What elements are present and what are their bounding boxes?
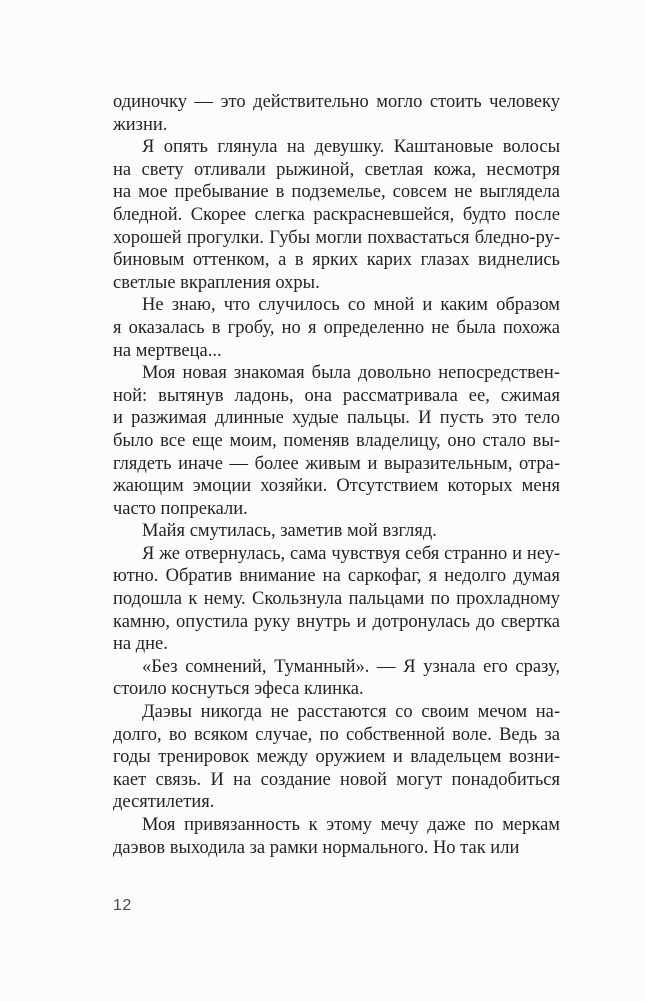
text-line: биновым оттенком, а в ярких карих глазах виднелись (113, 250, 560, 271)
text-line: годы тренировок между оружием и владельцем возни- (113, 747, 560, 768)
text-line: на мертвеца... (113, 340, 222, 361)
text-line: часто попрекали. (113, 498, 248, 519)
text-line: на мое пребывание в подземелье, совсем не выглядела (113, 182, 560, 203)
text-line: Я же отвернулась, сама чувствуя себя странно и неу- (142, 543, 560, 564)
text-line: даэвов выходила за рамки нормального. Но так или (113, 837, 520, 858)
text-line: ной: вытянув ладонь, она рассматривала ее, сжимая (113, 385, 560, 406)
paragraph (113, 294, 560, 362)
paragraph (113, 543, 560, 656)
text-line: десятилетия. (113, 792, 215, 813)
text-line: стоило коснуться эфеса клинка. (113, 679, 364, 700)
text-line: Майя смутилась, заметив мой взгляд. (142, 521, 437, 542)
text-line: одиночку — это действительно могло стоить человеку (113, 92, 560, 112)
text-line: было все еще моим, поменяв владелицу, оно стало вы- (113, 430, 560, 451)
page-number: 12 (113, 897, 132, 914)
paragraph (113, 814, 560, 859)
text-line: хорошей прогулки. Губы могли похвастаться бледно-ру- (113, 227, 560, 248)
text-line: камню, опустила руку внутрь и дотронулась до свертка (113, 611, 560, 632)
text-line: Не знаю, что случилось со мной и каким образом (142, 295, 560, 316)
text-line: жизни. (113, 114, 168, 135)
paragraph (113, 136, 560, 294)
paragraph (113, 362, 560, 520)
text-line: Моя новая знакомая была довольно непосредствен- (142, 363, 560, 384)
paragraph (113, 701, 560, 814)
text-line: на свету отливали рыжиной, светлая кожа, несмотря (113, 159, 560, 180)
text-line: ютно. Обратив внимание на саркофаг, я недолго думая (113, 566, 560, 587)
text-line: «Без сомнений, Туманный». — Я узнала его сразу, (142, 656, 560, 677)
text-line: кает связь. И на создание новой могут понадобиться (113, 769, 560, 790)
text-line: подошла к нему. Скользнула пальцами по прохладному (113, 589, 560, 610)
text-line: на дне. (113, 634, 168, 655)
page-text (113, 91, 560, 859)
text-line: Даэвы никогда не расстаются со своим мечом на- (142, 702, 560, 723)
paragraph (113, 520, 560, 543)
text-line: бледной. Скорее слегка раскрасневшейся, будто после (113, 204, 560, 225)
text-line: я оказалась в гробу, но я определенно не была похожа (113, 317, 560, 338)
paragraph (113, 656, 560, 701)
text-line: Моя привязанность к этому мечу даже по меркам (142, 815, 560, 835)
text-line: светлые вкрапления охры. (113, 272, 320, 293)
text-line: Я опять глянула на девушку. Каштановые волосы (142, 137, 560, 158)
text-line: долго, во всяком случае, по собственной воле. Ведь за (113, 724, 560, 745)
text-line: глядеть иначе — более живым и выразительным, отра- (113, 453, 560, 474)
paragraph (113, 91, 560, 136)
text-line: и разжимая длинные худые пальцы. И пусть это тело (113, 408, 560, 429)
text-line: жающим эмоции хозяйки. Отсутствием которых меня (113, 476, 560, 497)
